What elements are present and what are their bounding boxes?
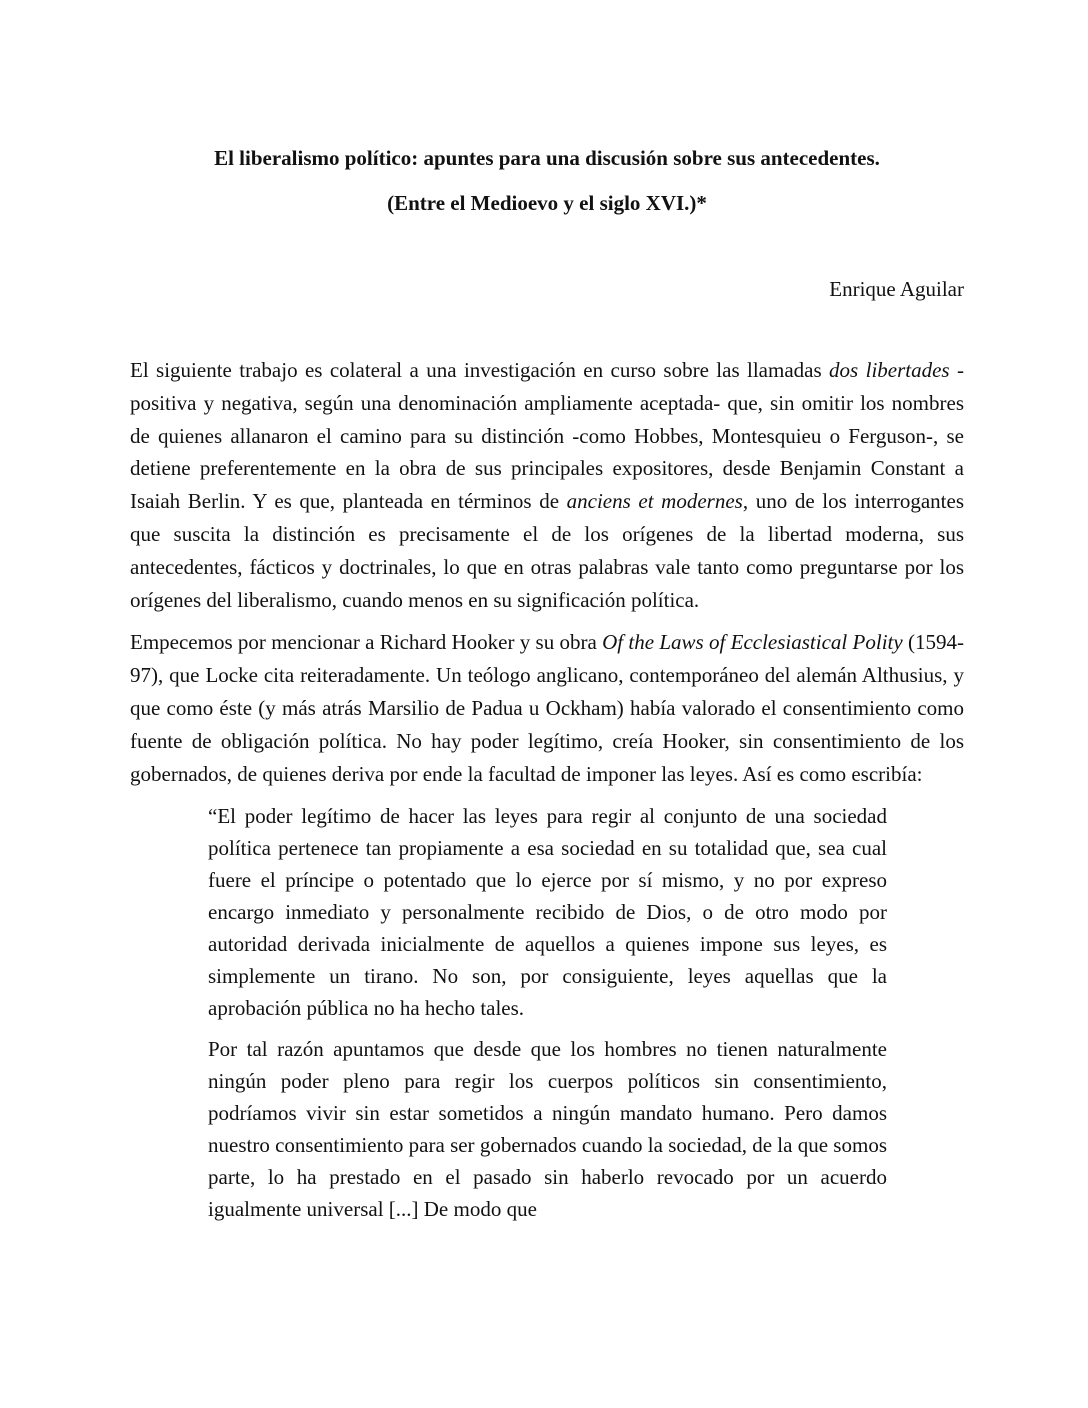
paragraph-2-text-1: Empecemos por mencionar a Richard Hooker y su obra <box>130 630 603 655</box>
block-quote <box>208 800 887 1225</box>
quote-paragraph-1: “El poder legítimo de hacer las leyes para regir al conjunto de una sociedad política pertenece tan propiamente a esa sociedad en su totalidad que, sea cual fuere el príncipe o potentado que lo ejerce por sí mismo, y no por expreso encargo inmediato y personalmente recibido de Dios, o de otro modo por autoridad derivada inicialmente de aquellos a quienes impone sus leyes, es simplemente un tirano. No son, por consiguiente, leyes aquellas que la aprobación pública no ha hecho tales. <box>208 804 887 1021</box>
paragraph-1-text-1: El siguiente trabajo es colateral a una investigación en curso sobre las llamadas <box>130 358 830 382</box>
body-text <box>130 354 964 1234</box>
quote-paragraph-2: Por tal razón apuntamos que desde que los hombres no tienen naturalmente ningún poder pleno para regir los cuerpos políticos sin consentimiento, podríamos vivir sin estar sometidos a ningún mandato humano. Pero damos nuestro consentimiento para ser gobernados cuando la sociedad, de la que somos parte, lo ha prestado en el pasado sin haberlo revocado por un acuerdo igualmente universal [...] De modo que <box>208 1037 887 1222</box>
paragraph-1-text-2: -positiva y negativa, según una denominación ampliamente aceptada- que, sin omitir los nombres de quienes allanaron el camino para su distinción -como Hobbes, Montesquieu o Ferguson-, se detiene preferentemente en la obra de sus principales expositores, desde Benjamin Constant a Isaiah Berlin. Y es que, planteada en términos de <box>130 358 964 514</box>
author-name: Enrique Aguilar <box>829 277 964 301</box>
paragraph-2-text-2: (1594-97), que Locke cita reiteradamente. Un teólogo anglicano, contemporáneo del alemán Althusius, y que como éste (y más atrás Marsilio de Padua u Ockham) había valorado el consentimiento como fuente de obligación política. No hay poder legítimo, creía Hooker, sin consentimiento de los gobernados, de quienes deriva por ende la facultad de imponer las leyes. Así es como escribía: <box>130 630 964 786</box>
paragraph-2-italic-1: Of the Laws of Ecclesiastical Polity <box>602 630 903 655</box>
paragraph-2 <box>130 626 964 790</box>
paragraph-1-italic-1: dos libertades <box>829 358 950 382</box>
paragraph-1-text-3: , uno de los interrogantes que suscita la distinción es precisamente el de los orígenes de la libertad moderna, sus antecedentes, fácticos y doctrinales, lo que en otras palabras vale tanto como preguntarse por los orígenes del liberalismo, cuando menos en su significación política. <box>130 489 964 612</box>
paragraph-1-italic-2: anciens et modernes <box>566 489 743 514</box>
paragraph-1 <box>130 354 964 616</box>
title-line-1: El liberalismo político: apuntes para una discusión sobre sus antecedentes. <box>214 146 880 170</box>
title-line-2: (Entre el Medioevo y el siglo XVI.)* <box>387 191 707 215</box>
